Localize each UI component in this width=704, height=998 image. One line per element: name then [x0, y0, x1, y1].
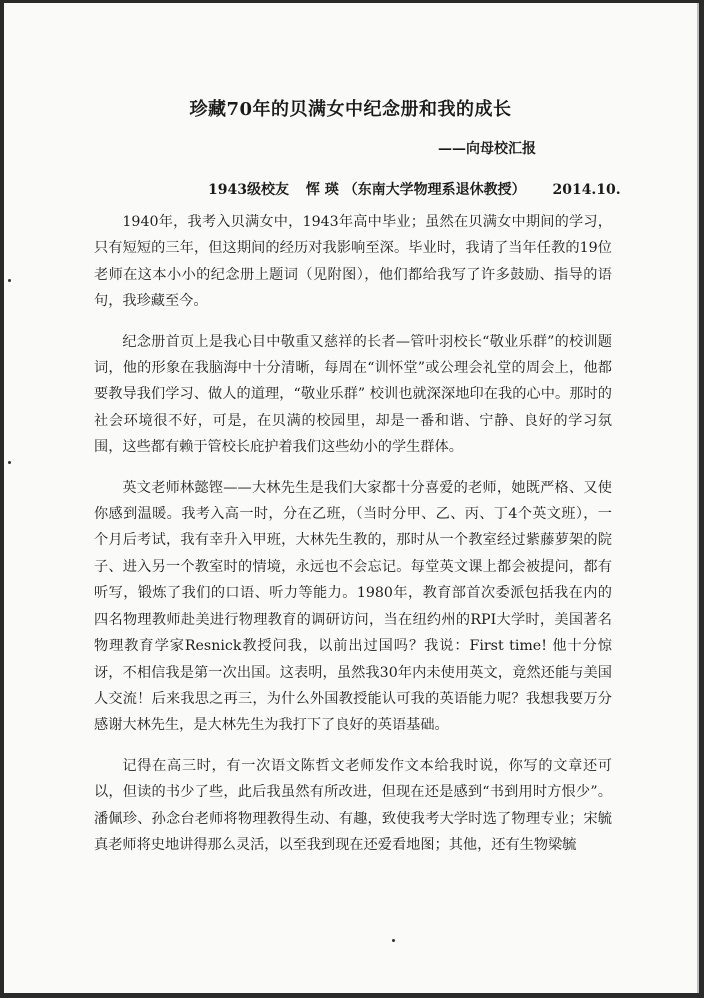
scan-speck [8, 279, 11, 282]
document-page [4, 3, 699, 993]
byline-affiliation: （东南大学物理系退休教授） [343, 182, 526, 198]
byline-author-name: 恽 瑛 [305, 182, 339, 198]
document-subtitle: ——向母校汇报 [438, 141, 536, 157]
paragraph-1: 1940年，我考入贝满女中，1943年高中毕业；虽然在贝满女中期间的学习，只有短短的三年，但这期间的经历对我影响至深。毕业时，我请了当年任教的19位老师在这本小小的纪念册上题词（见附图），他们都给我写了许多鼓励、指导的语句，我珍藏至今。 [94, 214, 612, 310]
paragraph-2: 纪念册首页上是我心目中敬重又慈祥的长者—管叶羽校长“敬业乐群”的校训题词，他的形象在我脑海中十分清晰，每周在“训怀堂”或公理会礼堂的周会上，他都要教导我们学习、做人的道理，“敬业乐群” 校训也就深深地印在我的心中。那时的社会环境很不好，可是，在贝满的校园里，却是一番和谐、宁静、良好的学习氛围，这些都有赖于管校长庇护着我们这些幼小的学生群体。 [94, 333, 612, 456]
paragraph-4: 记得在高三时，有一次语文陈哲文老师发作文本给我时说，你写的文章还可以，但读的书少了些，此后我虽然有所改进，但现在还是感到“书到用时方恨少”。潘佩珍、孙念台老师将物理教得生动、有趣，致使我考大学时选了物理专业；宋毓真老师将史地讲得那么灵活，以至我到现在还爱看地图；其他，还有生物梁毓 [94, 757, 612, 853]
scan-speck [8, 461, 11, 464]
body-text [94, 209, 612, 872]
document-title: 珍藏70年的贝满女中纪念册和我的成长 [189, 99, 512, 120]
paragraph-3: 英文老师林懿铿——大林先生是我们大家都十分喜爱的老师，她既严格、又使你感到温暖。我考入高一时，分在乙班，（当时分甲、乙、丙、丁4个英文班），一个月后考试，我有幸升入甲班，大林先生教的，那时从一个教室经过紫藤萝架的院子、进入另一个教室时的情境，永远也不会忘记。每堂英文课上都会被提问，都有听写，锻炼了我们的口语、听力等能力。1980年，教育部首次委派包括我在内的四名物理教师赴美进行物理教育的调研访问，当在纽约州的RPI大学时，美国著名物理教育学家Resnick教授问我，以前出过国吗？我说：First time! 他十分惊讶，不相信我是第一次出国。这表明，虽然我30年内未使用英文，竟然还能与美国人交流！后来我思之再三，为什么外国教授能认可我的英语能力呢？我想我要万分感谢大林先生，是大林先生为我打下了良好的英语基础。 [94, 479, 612, 734]
byline-class-year: 1943级校友 [208, 182, 289, 198]
byline-date: 2014.10. [552, 182, 621, 198]
scan-speck [392, 939, 395, 942]
author-byline [208, 179, 621, 199]
